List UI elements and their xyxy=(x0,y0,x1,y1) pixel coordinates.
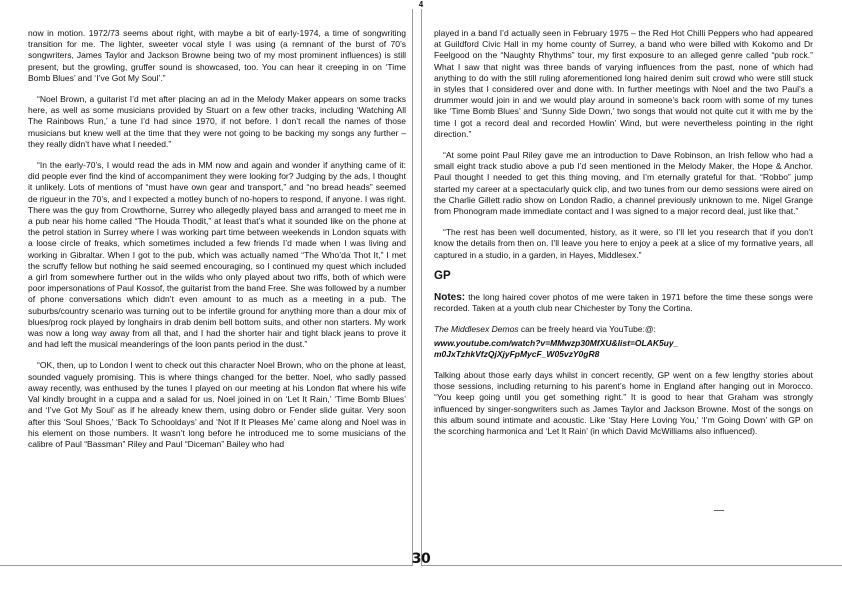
page-number-top: 4 xyxy=(418,0,424,9)
youtube-link[interactable]: www.youtube.com/watch?v=MMwzp30MfXU&list=OLAK5uy_ xyxy=(434,337,679,348)
notes-text: the long haired cover photos of me were taken in 1971 before the time these songs were recorded. Taken at a youth club near Chichester by Tony the Cortina. xyxy=(434,292,813,314)
paragraph: “The rest has been well documented, history, as it were, so I’ll let you research that if you don’t know the details from then on. I’ll leave you here to enjoy a peek at a slice of my formative years, all captured in a studio, in a garden, in Hayes, Middlesex.” xyxy=(434,227,813,260)
author-signature: GP xyxy=(434,269,451,282)
notes-label: Notes: xyxy=(434,292,466,304)
youtube-link-continued[interactable]: m0JxTzhkVfzQjXjyFpMycF_W05vzY0gR8 xyxy=(434,348,600,359)
paragraph: “At some point Paul Riley gave me an introduction to Dave Robinson, an Irish fellow who had a small eight track studio above a pub I’d seen mentioned in the Melody Maker, the Hope & Anchor. Paul thought I needed to get this thing moving, and I’m eternally grateful for that. “Robbo” jump started my career at a spectacularly quick clip, and two tunes from our demo sessions were aired on the Charlie Gillett radio show on London Radio, a channel previously unknown to me. Nigel Grange from Phonogram made immediate contact and I was signed to a major record deal, just like that.” xyxy=(434,150,813,217)
notes-paragraph xyxy=(434,292,813,314)
paragraph: now in motion. 1972/73 seems about right, with maybe a bit of early-1974, a time of songwriting transition for me. The lighter, sweeter vocal style I was using (a remnant of the burst of 70’s songwriters, James Taylor and Jackson Browne being two of my most prominent influences) is still present, but the growling, gruffer sound is showcased, too. You can hear it creeping in on ‘Time Bomb Blues’ and ‘I’ve Got My Soul’.” xyxy=(28,28,406,83)
right-column xyxy=(434,28,813,447)
paragraph: “Noel Brown, a guitarist I’d met after placing an ad in the Melody Maker appears on some tracks here, as well as some musicians provided by Stuart on a few other tracks, including ‘Watching All The Rainbows Run,’ a tune I’d had since 1970, if not before. I don’t recall the names of those musicians but knew well at the time that they were not going to be backing my songs any further – they really didn’t have what I needed.” xyxy=(28,94,406,149)
page-number-bottom: 30 xyxy=(411,551,431,567)
paragraph: “In the early-70’s, I would read the ads in MM now and again and wonder if anything came of it: did people ever find the kind of accompaniment they were looking for? Judging by the ads, I thought it unlikely. Lots of mentions of “must have own gear and transport,” and “no bread heads” seemed de rigueur in the 70’s, and I expected a motley bunch of no-hopers to respond, if anyone. I was right. There was the guy from Crowthorne, Surrey who allegedly played bass and arranged to meet me in a pub near his home called “The Houda Thodit,” at least that’s what it sounded like on the phone at the petrol station in Surrey where I was working part time between weekends in London squats with a loose circle of freaks, which sometimes included a few friends I’d made when I was living and working in Gibraltar. When I got to the pub, which was actually named “The Who’da Thot It,” I met the scruffy fellow but nothing he said seemed encouraging, so I continued my quest which included a girl from somewhere further out in the wilds who only played about two riffs, both of which were poor impersonations of Paul Kossof, the guitarist from the band Free. She was followed by a number of phone conversations which didn’t even amount to as much as a meeting in a pub. The suburbs/country scenario was turning out to be infertile ground for anything more than a dour mix of blues/prog rock played by longhairs in drab denim bell bottom suits, and other non starters. My work was now a long way away from all that, and I had the shorter hair and tight black jeans to prove it and had left the musical meanderings of the loon pants period in the dust.” xyxy=(28,160,406,350)
paragraph: “OK, then, up to London I went to check out this character Noel Brown, who on the phone at least, sounded vaguely promising. This is where things changed for the better. Noel, who sadly passed away recently, was enthused by the tunes I played on our meeting at his London flat where his wife Val kindly brought in a cuppa and a salad for us. Noel joined in on ‘Let It Rain,’ ‘Time Bomb Blues’ and ‘I’ve Got My Soul’ as if he already knew them, using dobro or Fender slide guitar. Very soon after this ‘Soul Shoes,’ ‘Back To Schooldays’ and ‘Not If It Pleases Me’ came along and Noel was in his element on those numbers. It wasn’t long before he introduced me to some musicians of the calibre of Paul “Bassman” Riley and Paul “Diceman” Bailey who had xyxy=(28,360,406,449)
left-column xyxy=(28,28,406,460)
demos-text: can be freely heard via YouTube:@: xyxy=(518,324,656,335)
demos-paragraph xyxy=(434,324,813,335)
paragraph: Talking about those early days whilst in concert recently, GP went on a few lengthy stories about those sessions, including returning to his parent’s home in England after hanging out in Morocco. “You keep going until you get something right.” It is good to hear that Graham was strongly influenced by singer-songwriters such as James Taylor and Jackson Browne. Most of the songs on this album sound intimate and acoustic. Like ‘Stay Here Loving You,’ ‘I’m Going Down’ with GP on the scorching harmonica and ‘Let It Rain’ (in which David McWilliams also influenced). xyxy=(434,370,813,437)
pen-mark xyxy=(714,510,724,511)
paragraph: played in a band I’d actually seen in February 1975 – the Red Hot Chilli Peppers who had appeared at Guildford Civic Hall in my home county of Surrey, a band who were billed with Kokomo and Dr Feelgood on the “Naughty Rhythms” tour, my first exposure to an alleged genre called “pub rock.” What I saw that night was three bands of varying influences from the past, none of which had anything to do with the still ruling aforementioned long haired denim suit crowd who were still stuck in styles that I considered over and done with. In further meetings with Noel and the two Paul’s a drummer would join in and we would play around in someone’s back room with some of my tunes like ‘Time Bomb Blues’ and ‘Sunny Side Down,’ two songs that would not quite cut it with me by the time I got a record deal and recorded Howlin’ Wind, but were nevertheless pointing in the right direction.” xyxy=(434,28,813,139)
demos-title: The Middlesex Demos xyxy=(434,324,519,335)
